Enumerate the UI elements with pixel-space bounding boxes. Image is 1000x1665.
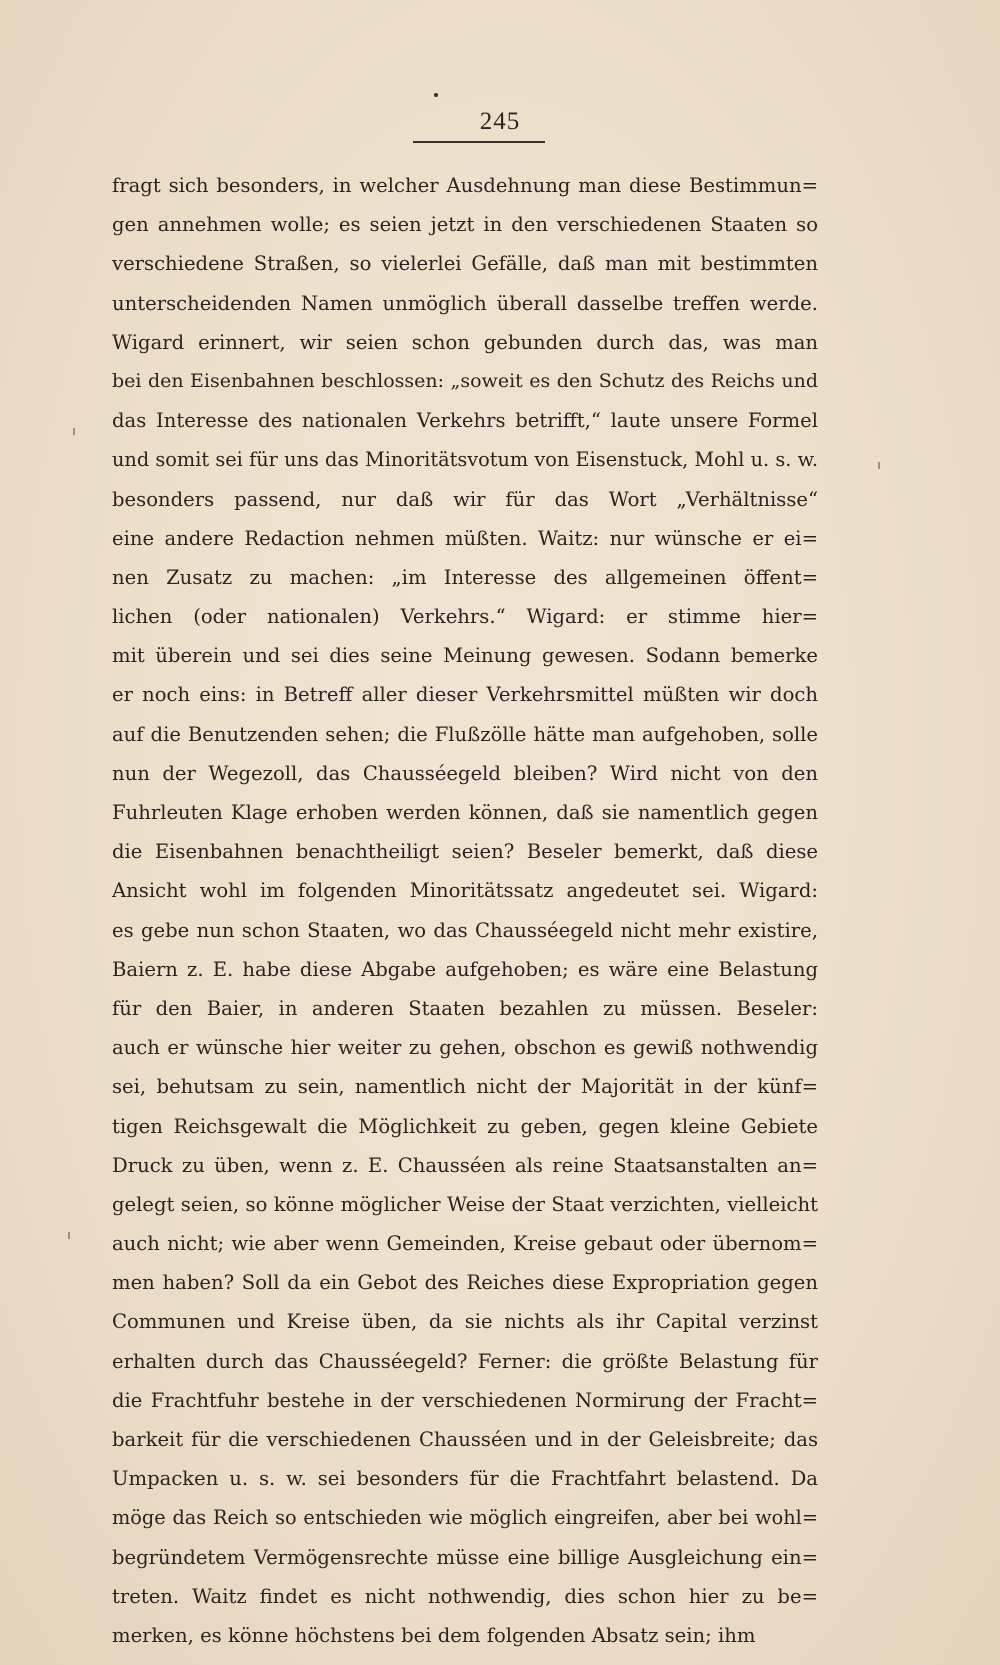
margin-speck <box>73 428 75 435</box>
text-line: Umpacken u. s. w. sei besonders für die Frachtfahrt belastend. Da <box>112 1467 818 1491</box>
text-line: barkeit für die verschiedenen Chausséen und in der Geleisbreite; das <box>112 1428 818 1451</box>
ink-speck <box>434 93 438 97</box>
text-line: Communen und Kreise üben, da sie nichts als ihr Capital verzinst <box>112 1310 818 1334</box>
text-line: bei den Eisenbahnen beschlossen: „soweit es den Schutz des Reichs und <box>112 369 818 392</box>
text-line: erhalten durch das Chausséegeld? Ferner: die größte Belastung für <box>112 1349 818 1373</box>
text-line: mit überein und sei dies seine Meinung gewesen. Sodann bemerke <box>112 644 818 668</box>
header-rule <box>413 141 545 143</box>
text-line: auch er wünsche hier weiter zu gehen, obschon es gewiß nothwendig <box>112 1036 818 1060</box>
text-line: tigen Reichsgewalt die Möglichkeit zu geben, gegen kleine Gebiete <box>112 1114 818 1138</box>
text-line: auch nicht; wie aber wenn Gemeinden, Kreise gebaut oder übernom= <box>112 1232 818 1256</box>
body-text <box>112 166 818 1655</box>
page-number: 245 <box>479 108 521 135</box>
text-line: auf die Benutzenden sehen; die Flußzölle hätte man aufgehoben, solle <box>112 722 818 746</box>
text-line: möge das Reich so entschieden wie möglich eingreifen, aber bei wohl= <box>112 1506 818 1530</box>
text-line: die Frachtfuhr bestehe in der verschiedenen Normirung der Fracht= <box>112 1388 818 1412</box>
text-line: fragt sich besonders, in welcher Ausdehnung man diese Bestimmun= <box>112 174 818 197</box>
text-line: verschiedene Straßen, so vielerlei Gefälle, daß man mit bestimmten <box>112 252 818 276</box>
text-line: er noch eins: in Betreff aller dieser Verkehrsmittel müßten wir doch <box>112 683 818 707</box>
text-line: die Eisenbahnen benachtheiligt seien? Beseler bemerkt, daß diese <box>112 840 818 864</box>
margin-speck <box>878 462 880 469</box>
text-line: nun der Wegezoll, das Chausséegeld bleiben? Wird nicht von den <box>112 761 818 785</box>
text-line: nen Zusatz zu machen: „im Interesse des allgemeinen öffent= <box>112 565 818 589</box>
text-line: Ansicht wohl im folgenden Minoritätssatz angedeutet sei. Wigard: <box>112 879 818 903</box>
text-line: unterscheidenden Namen unmöglich überall dasselbe treffen werde. <box>112 291 818 315</box>
text-line: treten. Waitz findet es nicht nothwendig, dies schon hier zu be= <box>112 1584 818 1608</box>
text-line: für den Baier, in anderen Staaten bezahlen zu müssen. Beseler: <box>112 996 818 1020</box>
margin-speck <box>68 1232 70 1239</box>
text-line: merken, es könne höchstens bei dem folgenden Absatz sein; ihm <box>112 1623 756 1647</box>
text-line: Baiern z. E. habe diese Abgabe aufgehoben; es wäre eine Belastung <box>112 957 818 981</box>
text-line: gen annehmen wolle; es seien jetzt in den verschiedenen Staaten so <box>112 213 818 237</box>
text-line: besonders passend, nur daß wir für das Wort „Verhältnisse“ <box>112 487 818 511</box>
text-line: Fuhrleuten Klage erhoben werden können, daß sie namentlich gegen <box>112 801 818 824</box>
text-line: gelegt seien, so könne möglicher Weise der Staat verzichten, vielleicht <box>112 1192 818 1216</box>
text-line: das Interesse des nationalen Verkehrs betrifft,“ laute unsere Formel <box>112 409 818 433</box>
text-line: es gebe nun schon Staaten, wo das Chausséegeld nicht mehr existire, <box>112 918 818 942</box>
text-line: begründetem Vermögensrechte müsse eine billige Ausgleichung ein= <box>112 1545 818 1569</box>
text-line: sei, behutsam zu sein, namentlich nicht der Majorität in der künf= <box>112 1075 818 1099</box>
text-line: Wigard erinnert, wir seien schon gebunden durch das, was man <box>112 330 818 354</box>
text-line: lichen (oder nationalen) Verkehrs.“ Wigard: er stimme hier= <box>112 605 818 629</box>
text-line: Druck zu üben, wenn z. E. Chausséen als reine Staatsanstalten an= <box>112 1153 818 1177</box>
text-line: men haben? Soll da ein Gebot des Reiches diese Expropriation gegen <box>112 1271 818 1295</box>
text-line: eine andere Redaction nehmen müßten. Waitz: nur wünsche er ei= <box>112 526 818 550</box>
text-line: und somit sei für uns das Minoritätsvotum von Eisenstuck, Mohl u. s. w. <box>112 448 818 472</box>
